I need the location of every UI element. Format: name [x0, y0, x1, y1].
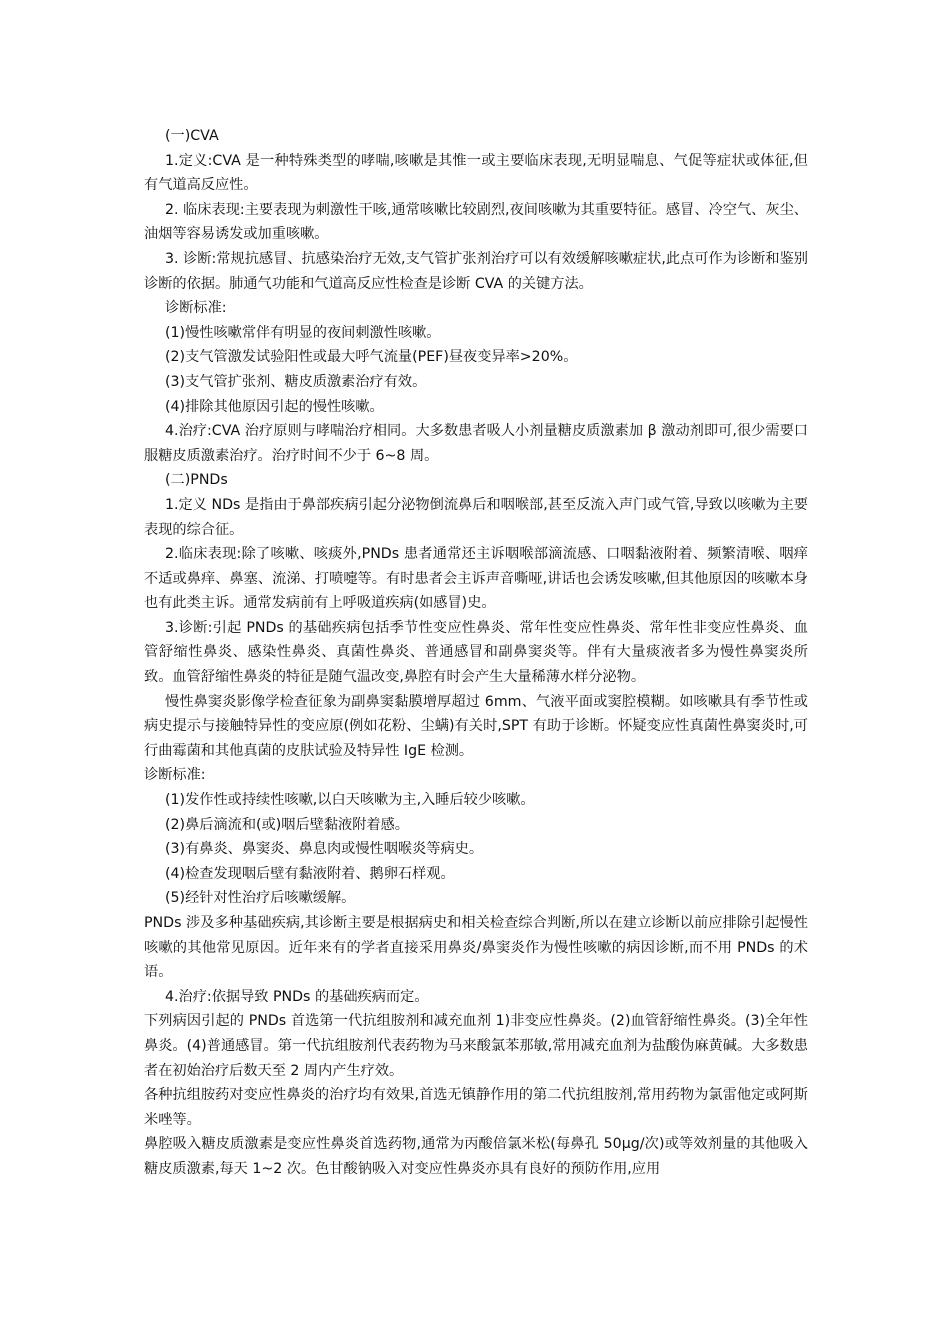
- paragraph-pnds-summary: PNDs 涉及多种基础疾病,其诊断主要是根据病史和相关检查综合判断,所以在建立诊断以前应排除引起慢性咳嗽的其他常见原因。近年来有的学者直接采用鼻炎/鼻窦炎作为慢性咳嗽的病因诊断,而不用 PNDs 的术语。: [144, 915, 808, 981]
- paragraph-second-gen-antihistamine: 各种抗组胺药对变应性鼻炎的治疗均有效果,首选无镇静作用的第二代抗组胺剂,常用药物为氯雷他定或阿斯米唑等。: [144, 1087, 808, 1128]
- criteria-heading: 诊断标准:: [165, 300, 227, 317]
- section-heading-pnds: (二)PNDs: [165, 472, 228, 489]
- criteria-item: (1)慢性咳嗽常伴有明显的夜间刺激性咳嗽。: [165, 324, 441, 341]
- criteria-item: (3)支气管扩张剂、糖皮质激素治疗有效。: [165, 373, 427, 390]
- paragraph-first-gen-antihistamine: 下列病因引起的 PNDs 首选第一代抗组胺剂和减充血剂 1)非变应性鼻炎。(2)血管舒缩性鼻炎。(3)全年性鼻炎。(4)普通感冒。第一代抗组胺剂代表药物为马来酸氯苯那敏,常用减充血剂为盐酸伪麻黄碱。大多数患者在初始治疗后数天至 2 周内产生疗效。: [144, 1013, 808, 1079]
- criteria-item: (5)经针对性治疗后咳嗽缓解。: [165, 890, 356, 907]
- criteria-item: (4)排除其他原因引起的慢性咳嗽。: [165, 398, 384, 415]
- paragraph-pnds-treatment: 4.治疗:依据导致 PNDs 的基础疾病而定。: [165, 988, 429, 1005]
- paragraph-pnds-diagnosis: 3.诊断:引起 PNDs 的基础疾病包括季节性变应性鼻炎、常年性变应性鼻炎、常年性非变应性鼻炎、血管舒缩性鼻炎、感染性鼻炎、真菌性鼻炎、普通感冒和副鼻窦炎等。伴有大量痰液者多为慢性鼻窦炎所致。血管舒缩性鼻炎的特征是随气温改变,鼻腔有时会产生大量稀薄水样分泌物。: [144, 619, 808, 686]
- section-heading-cva: (一)CVA: [165, 128, 219, 144]
- criteria-heading: 诊断标准:: [144, 767, 206, 784]
- criteria-item: (4)检查发现咽后壁有黏液附着、鹅卵石样观。: [165, 865, 455, 882]
- paragraph-sinusitis-imaging: 慢性鼻窦炎影像学检查征象为副鼻窦黏膜增厚超过 6mm、气液平面或窦腔模糊。如咳嗽具有季节性或病史提示与接触特异性的变应原(例如花粉、尘螨)有关时,SPT 有助于诊断。怀疑变应性真菌性鼻窦炎时,可行曲霉菌和其他真菌的皮肤试验及特异性 IgE 检测。: [144, 693, 808, 759]
- paragraph-pnds-definition: 1.定义 NDs 是指由于鼻部疾病引起分泌物倒流鼻后和咽喉部,甚至反流入声门或气管,导致以咳嗽为主要表现的综合征。: [144, 496, 808, 538]
- criteria-item: (3)有鼻炎、鼻窦炎、鼻息肉或慢性咽喉炎等病史。: [165, 841, 484, 858]
- document-page: [144, 124, 808, 1182]
- paragraph-nasal-corticosteroid: 鼻腔吸入糖皮质激素是变应性鼻炎首选药物,通常为丙酸倍氯米松(每鼻孔 50μg/次)或等效剂量的其他吸入糖皮质激素,每天 1~2 次。色甘酸钠吸入对变应性鼻炎亦具有良好的预防作用,应用: [144, 1136, 808, 1177]
- criteria-item: (2)鼻后滴流和(或)咽后壁黏液附着感。: [165, 816, 409, 833]
- paragraph-cva-definition: 1.定义:CVA 是一种特殊类型的哮喘,咳嗽是其惟一或主要临床表现,无明显喘息、气促等症状或体征,但有气道高反应性。: [144, 152, 808, 194]
- criteria-item: (1)发作性或持续性咳嗽,以白天咳嗽为主,入睡后较少咳嗽。: [165, 792, 535, 809]
- paragraph-cva-clinical: 2. 临床表现:主要表现为刺激性干咳,通常咳嗽比较剧烈,夜间咳嗽为其重要特征。感冒、冷空气、灰尘、油烟等容易诱发或加重咳嗽。: [144, 201, 808, 243]
- criteria-item: (2)支气管激发试验阳性或最大呼气流量(PEF)昼夜变异率>20%。: [165, 349, 578, 366]
- paragraph-cva-treatment: 4.治疗:CVA 治疗原则与哮喘治疗相同。大多数患者吸人小剂量糖皮质激素加 β 激动剂即可,很少需要口服糖皮质激素治疗。治疗时间不少于 6~8 周。: [144, 423, 808, 464]
- paragraph-cva-diagnosis: 3. 诊断:常规抗感冒、抗感染治疗无效,支气管扩张剂治疗可以有效缓解咳嗽症状,此点可作为诊断和鉴别诊断的依据。肺通气功能和气道高反应性检查是诊断 CVA 的关键方法。: [144, 250, 808, 292]
- paragraph-pnds-clinical: 2.临床表现:除了咳嗽、咳痰外,PNDs 患者通常还主诉咽喉部滴流感、口咽黏液附着、频繁清喉、咽痒不适或鼻痒、鼻塞、流涕、打喷嚏等。有时患者会主诉声音嘶哑,讲话也会诱发咳嗽,但其他原因的咳嗽本身也有此类主诉。通常发病前有上呼吸道疾病(如感冒)史。: [144, 546, 808, 612]
